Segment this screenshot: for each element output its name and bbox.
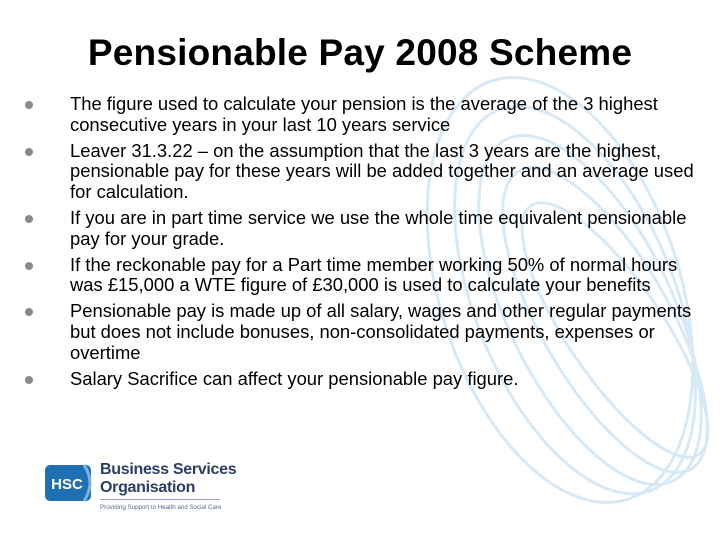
bullet-item: [22, 94, 698, 136]
logo-name-line1: Business Services: [100, 461, 237, 478]
logo-tagline: Providing Support to Health and Social Care: [100, 504, 222, 511]
bullet-dot-icon: [25, 308, 33, 316]
bullet-text: Salary Sacrifice can affect your pensionable pay figure.: [70, 367, 519, 389]
bullet-text: Leaver 31.3.22 – on the assumption that the last 3 years are the highest, pensionable pay for these years will be added together and an average used for calculation.: [70, 139, 694, 203]
bullet-dot-icon: [25, 262, 33, 270]
logo-mark-text: HSC: [51, 476, 83, 493]
bullet-item: [22, 369, 698, 390]
logo-name-line2: Organisation: [100, 479, 196, 496]
bullet-text: The figure used to calculate your pension is the average of the 3 highest consecutive years in your last 10 years service: [70, 93, 658, 135]
bso-logo: [44, 459, 244, 517]
hsc-logo-icon: [44, 459, 96, 511]
bullet-text: If the reckonable pay for a Part time member working 50% of normal hours was £15,000 a WTE figure of £30,000 is used to calculate your benefits: [70, 253, 678, 296]
logo-name: [100, 461, 244, 497]
logo-divider: [100, 499, 220, 500]
bullet-dot-icon: [25, 101, 33, 109]
bullet-dot-icon: [25, 376, 33, 384]
bullet-item: [22, 301, 698, 363]
bullet-item: [22, 255, 698, 297]
slide-title: Pensionable Pay 2008 Scheme: [87, 32, 633, 73]
bullet-dot-icon: [25, 148, 33, 156]
bullet-text: If you are in part time service we use the whole time equivalent pensionable pay for your grade.: [70, 206, 687, 249]
bullet-dot-icon: [25, 215, 33, 223]
bullet-item: [22, 208, 698, 250]
bullet-text: Pensionable pay is made up of all salary, wages and other regular payments but does not include bonuses, non-consolidated payments, expenses or overtime: [70, 300, 692, 363]
bullet-item: [22, 141, 698, 203]
bullet-list: [22, 94, 698, 394]
